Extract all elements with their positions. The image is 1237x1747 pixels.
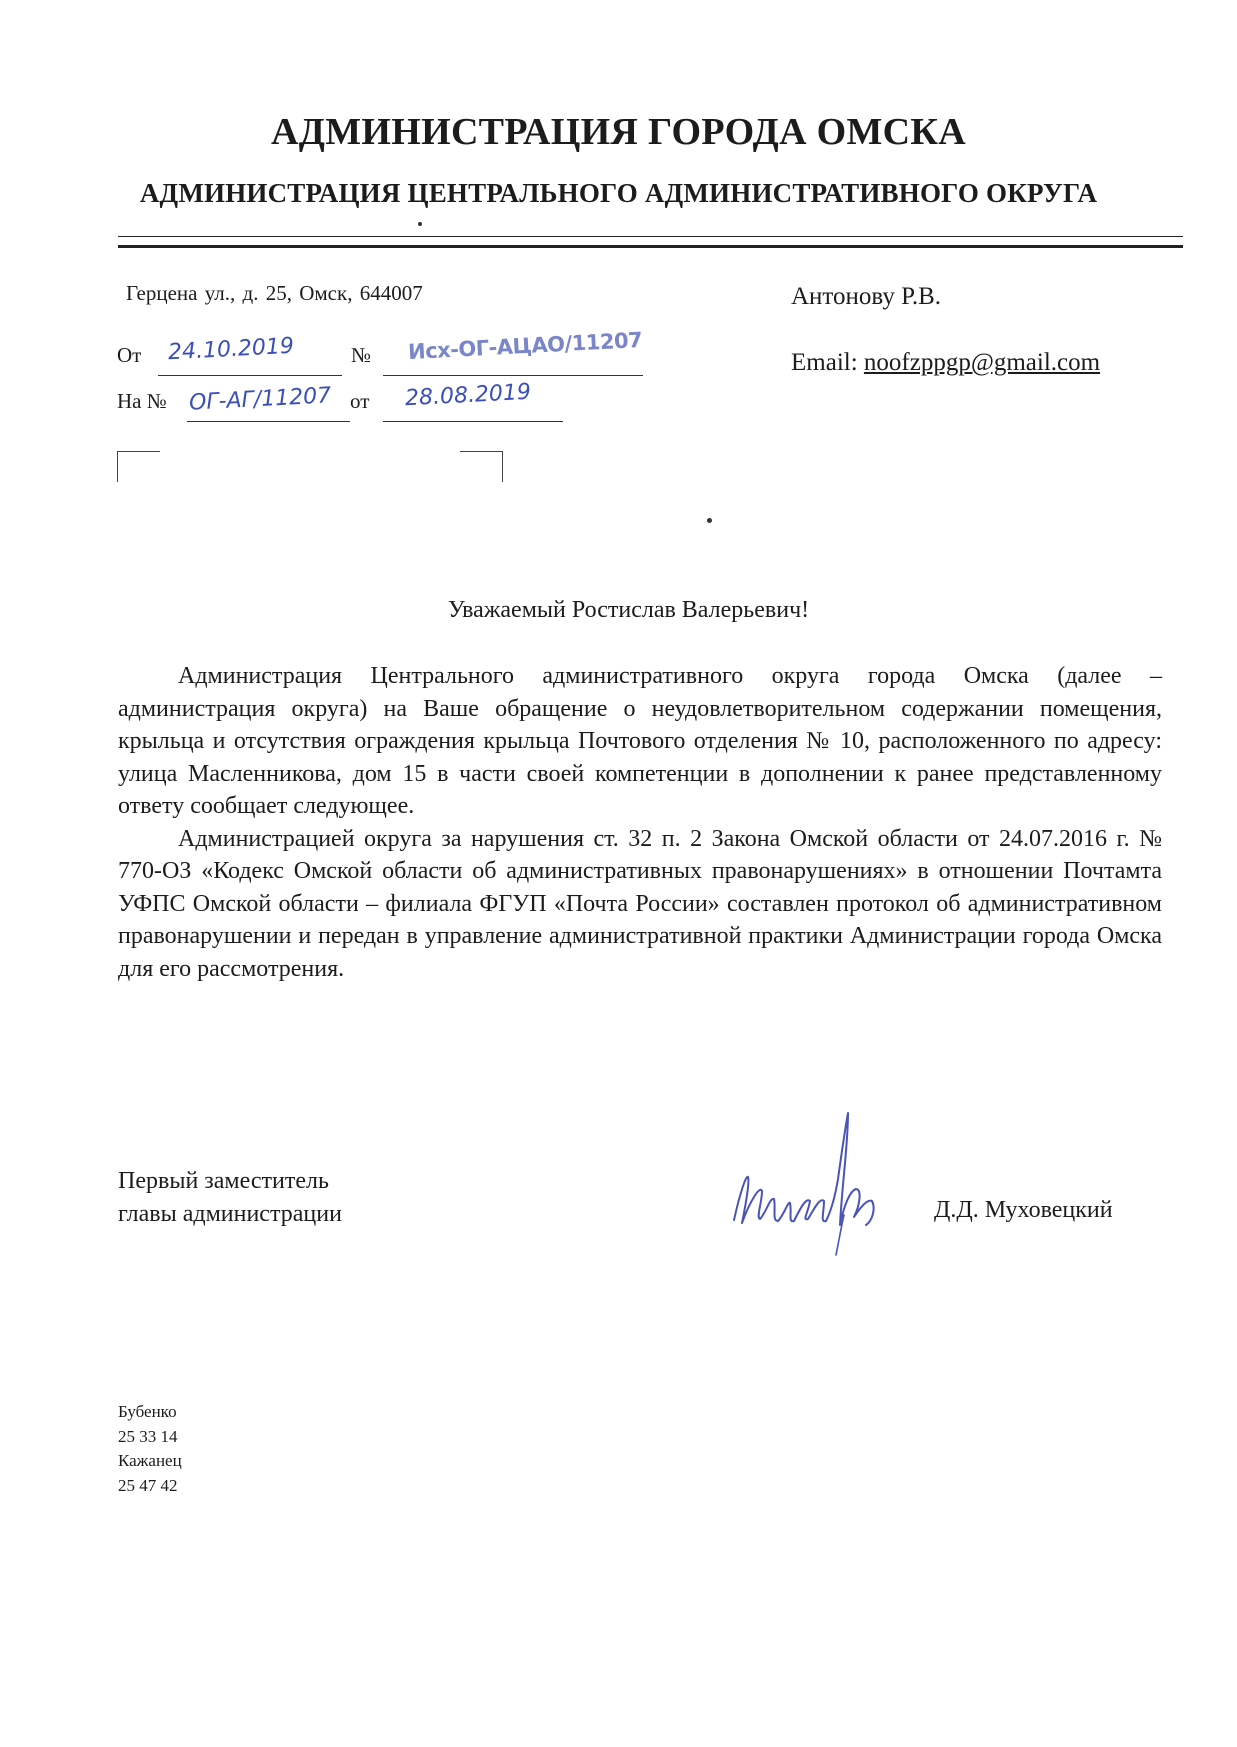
header-divider-thin — [118, 236, 1183, 237]
address-block-corner-right — [460, 451, 503, 482]
outgoing-reference-row — [117, 343, 141, 368]
address-block-corner-left — [117, 451, 160, 482]
from-label: От — [117, 343, 142, 367]
recipient-email[interactable]: noofzppgp@gmail.com — [863, 349, 1101, 376]
signer-position — [118, 1165, 342, 1231]
from-date-handwritten: 24.10.2019 — [167, 333, 295, 366]
sender-address: Герцена ул., д. 25, Омск, 644007 — [126, 281, 423, 305]
executor-phone: 25 47 42 — [118, 1475, 178, 1495]
body-paragraph: Администрация Центрального административного округа города Омска (далее – администрация округа) на Ваше обращение о неудовлетворительном содержании помещения, крыльца и отсутствия ограждения крыльца Почтового отделения № 10, расположенного по адресу: улица Масленникова, дом 15 в части своей компетенции в дополнении к ранее представленному ответу сообщает следующее. — [118, 663, 1162, 819]
email-label: Email: — [791, 349, 858, 376]
org-subtitle: АДМИНИСТРАЦИЯ ЦЕНТРАЛЬНОГО АДМИНИСТРАТИВНОГО ОКРУГА — [139, 178, 1098, 208]
signer-position-line: главы администрации — [118, 1201, 342, 1227]
body-paragraph: Администрацией округа за нарушения ст. 32 п. 2 Закона Омской области от 24.07.2016 г. № 770-ОЗ «Кодекс Омской области об административных правонарушениях» в отношении Почтамта УФПС Омской области – филиала ФГУП «Почта России» составлен протокол об административном правонарушении и передан в управление административной практики Администрации города Омска для его рассмотрения. — [118, 825, 1162, 982]
executor-name: Кажанец — [118, 1451, 182, 1470]
scan-speck — [707, 518, 712, 523]
signer-name: Д.Д. Муховецкий — [934, 1197, 1113, 1223]
number-label: № — [351, 343, 372, 367]
handwritten-signature — [726, 1105, 906, 1260]
executor-name: Бубенко — [118, 1402, 177, 1421]
greeting: Уважаемый Ростислав Валерьевич! — [447, 597, 810, 623]
recipient-email-line — [791, 349, 1100, 377]
header-divider-thick — [118, 245, 1183, 248]
executors-block — [118, 1400, 182, 1498]
recipient-name: Антонову Р.В. — [791, 283, 942, 310]
signer-position-line: Первый заместитель — [118, 1168, 329, 1194]
out-number-handwritten: Исх-ОГ-АЦАО/11207 — [407, 327, 643, 365]
reply-number-handwritten: ОГ-АГ/11207 — [188, 383, 332, 416]
letter-body — [118, 660, 1162, 985]
reply-number-label: На № — [117, 389, 167, 413]
reply-reference-row — [117, 389, 167, 414]
org-title: АДМИНИСТРАЦИЯ ГОРОДА ОМСКА — [271, 111, 966, 153]
reply-date-handwritten: 28.08.2019 — [404, 379, 532, 412]
reply-date-label: от — [350, 389, 370, 413]
executor-phone: 25 33 14 — [118, 1426, 178, 1446]
scan-speck — [418, 222, 422, 226]
